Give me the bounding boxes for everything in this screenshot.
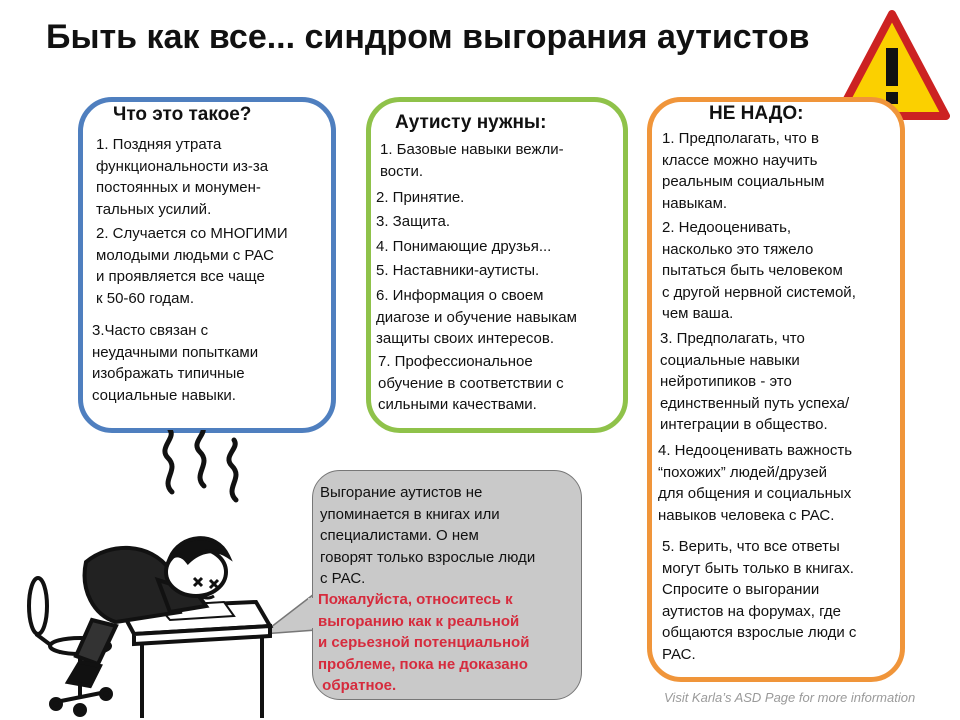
needs-item-4: 4. Понимающие друзья... [376, 238, 552, 255]
steam-lines-icon [165, 430, 236, 500]
needs-item-5: 5. Наставники-аутисты. [376, 262, 540, 279]
bubble-warning-text: Пожалуйста, относитесь к выгоранию как к реальной и серьезной потенциальной проблеме, пока не доказано обратное. [318, 591, 530, 694]
dont-item-5: 5. Верить, что все ответы могут быть только в книгах. Спросите о выгорании аутистов на форумах, где общаются взрослые люди с РАС. [662, 538, 857, 663]
what-item-1: 1. Поздняя утрата функциональности из-за постоянных и монумен- тальных усилий. [96, 136, 269, 218]
needs-item-7: 7. Профессиональное обучение в соответствии с сильными качествами. [378, 353, 564, 413]
needs-item-6: 6. Информация о своем диагозе и обучение навыкам защиты своих интересов. [376, 287, 577, 347]
dont-item-3: 3. Предполагать, что социальные навыки нейротипиков - это единственный путь успеха/ интеграции в общество. [660, 330, 850, 433]
page-title: Быть как все... синдром выгорания аутистов [46, 18, 810, 56]
needs-item-2: 2. Принятие. [376, 189, 465, 206]
what-item-3: 3.Часто связан с неудачными попытками изображать типичные социальные навыки. [92, 322, 259, 404]
what-is-it-heading: Что это такое? [110, 104, 254, 126]
needs-item-1: 1. Базовые навыки вежли- вости. [380, 141, 564, 180]
dont-item-1: 1. Предполагать, что в классе можно научить реальным социальным навыкам. [662, 130, 825, 212]
autist-needs-heading: Аутисту нужны: [392, 112, 549, 134]
dont-item-4: 4. Недооценивать важность “похожих” людей/друзей для общения и социальных навыков человека с РАС. [658, 442, 853, 524]
needs-item-3: 3. Защита. [376, 213, 451, 230]
bubble-text: Выгорание аутистов не упоминается в книгах или специалистами. О нем говорят только взрослые люди с РАС. [320, 484, 536, 587]
footer-credit: Visit Karla’s ASD Page for more information [664, 690, 916, 705]
do-not-heading: НЕ НАДО: [706, 103, 806, 125]
exhausted-person-illustration [20, 430, 320, 720]
what-item-2: 2. Случается со МНОГИМИ молодыми людьми с РАС и проявляется все чаще к 50-60 годам. [96, 225, 288, 307]
dont-item-2: 2. Недооценивать, насколько это тяжело пытаться быть человеком с другой нервной системой, чем ваша. [662, 219, 856, 322]
